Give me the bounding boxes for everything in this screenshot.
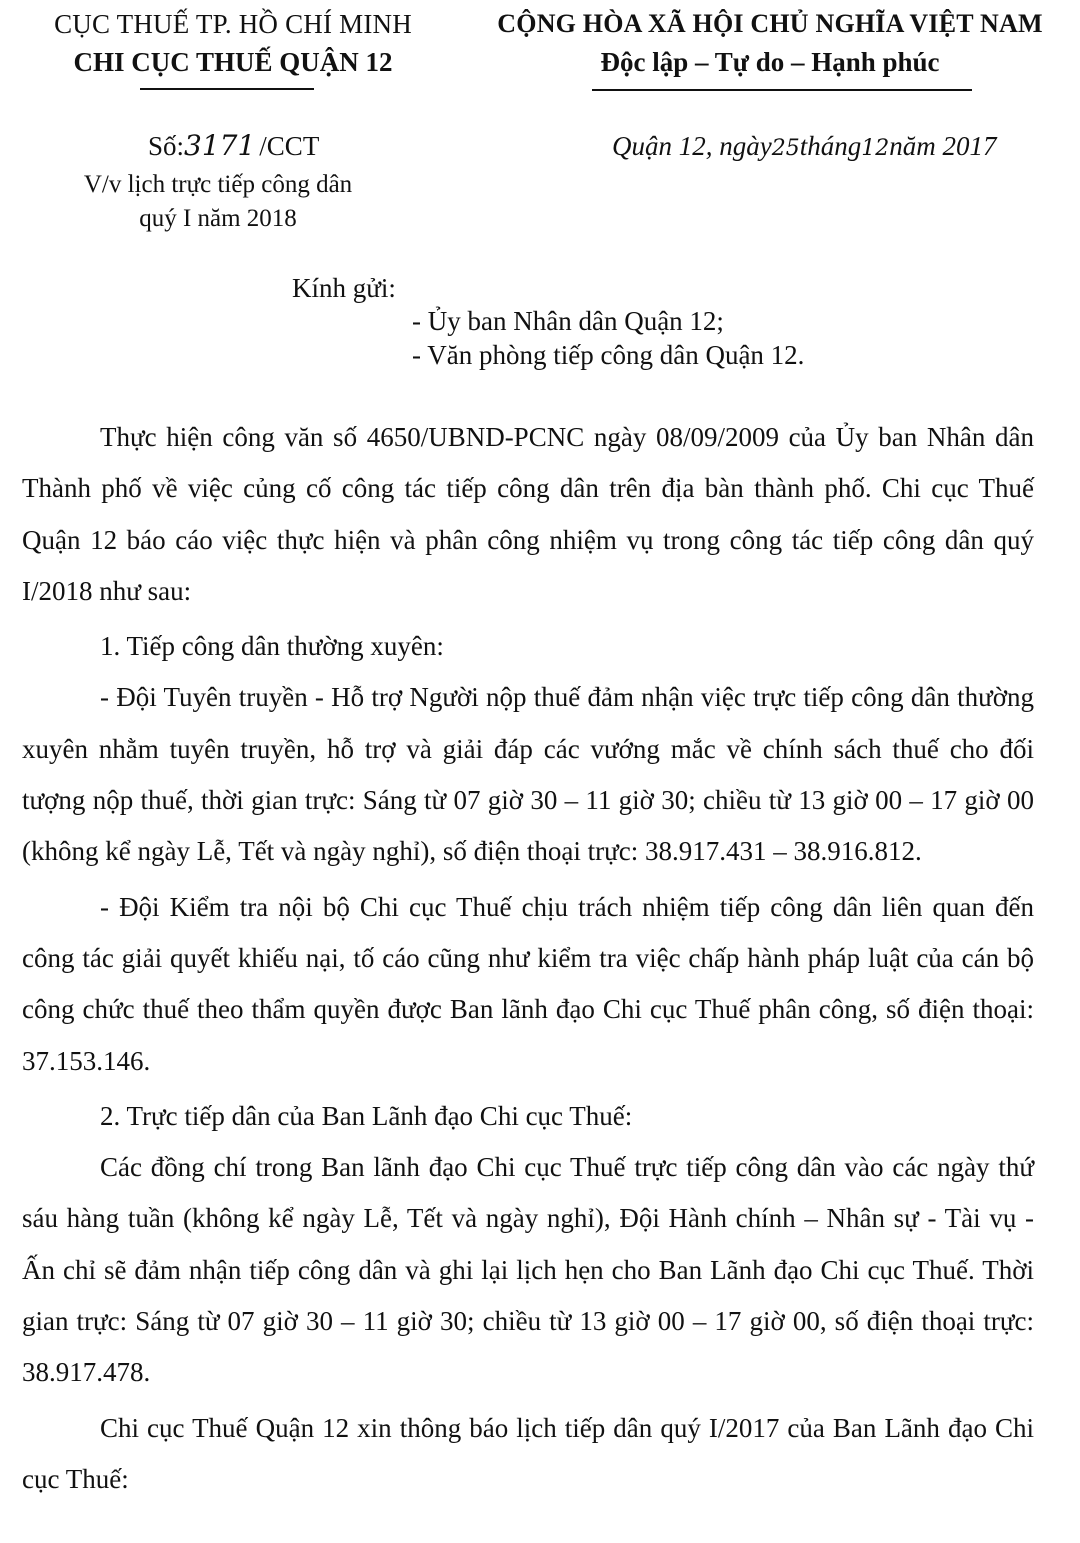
agency-header: [18, 6, 448, 82]
national-title: CỘNG HÒA XÃ HỘI CHỦ NGHĨA VIỆT NAM: [497, 9, 1043, 38]
body-paragraph-5: Chi cục Thuế Quận 12 xin thông báo lịch tiếp dân quý I/2017 của Ban Lãnh đạo Chi cục Thuế:: [22, 1412, 1034, 1494]
date-part-1: Quận 12, ngày: [612, 131, 772, 161]
greeting: Kính gửi:: [292, 273, 396, 303]
number-prefix: Số:: [148, 131, 185, 161]
body-paragraph-3: - Đội Kiểm tra nội bộ Chi cục Thuế chịu trách nhiệm tiếp công dân liên quan đến công tác giải quyết khiếu nại, tố cáo cũng như kiểm tra việc chấp hành pháp luật của cán bộ công chức thuế theo thẩm quyền được Ban lãnh đạo Chi cục Thuế phân công, số điện thoại: 37.153.146.: [22, 891, 1034, 1076]
handwritten-number: 3171: [184, 129, 256, 162]
body-paragraph-4: Các đồng chí trong Ban lãnh đạo Chi cục Thuế trực tiếp công dân vào các ngày thứ sáu hàng tuần (không kể ngày Lễ, Tết và ngày nghỉ), Đội Hành chính – Nhân sự - Tài vụ - Ấn chỉ sẽ đảm nhận tiếp công dân và ghi lại lịch hẹn cho Ban Lãnh đạo Chi cục Thuế. Thời gian trực: Sáng từ 07 giờ 30 – 11 giờ 30; chiều từ 13 giờ 00 – 17 giờ 00, số điện thoại trực: 38.917.478.: [22, 1152, 1034, 1388]
recipient-item: - Văn phòng tiếp công dân Quận 12.: [412, 340, 805, 370]
parent-agency: CỤC THUẾ TP. HỒ CHÍ MINH: [54, 9, 412, 39]
subject-line-2: quý I năm 2018: [139, 205, 297, 232]
date-day: 25: [771, 136, 800, 161]
agency-underline: [140, 88, 314, 90]
section-heading-2: 2. Trực tiếp dân của Ban Lãnh đạo Chi cục Thuế:: [100, 1100, 633, 1131]
body-paragraph-2: - Đội Tuyên truyền - Hỗ trợ Người nộp thuế đảm nhận việc trực tiếp công dân thường xuyên nhằm tuyên truyền, hỗ trợ và giải đáp các vướng mắc về chính sách thuế cho đối tượng nộp thuế, thời gian trực: Sáng từ 07 giờ 30 – 11 giờ 30; chiều từ 13 giờ 00 – 17 giờ 00 (không kể ngày Lễ, Tết và ngày nghỉ), số điện thoại trực: 38.917.431 – 38.916.812.: [22, 682, 1034, 867]
subject-line-1: V/v lịch trực tiếp công dân: [83, 171, 353, 198]
recipient-item: - Ủy ban Nhân dân Quận 12;: [412, 306, 724, 336]
document-subject: [58, 168, 378, 236]
date-part-2: tháng: [799, 131, 862, 161]
date-month: 12: [861, 136, 890, 161]
national-header: [470, 6, 1070, 82]
date-part-3: năm 2017: [889, 131, 997, 161]
number-suffix: /CCT: [259, 131, 320, 161]
place-and-date: [612, 128, 997, 167]
issuing-agency: CHI CỤC THUẾ QUẬN 12: [73, 47, 393, 77]
recipient-list: [412, 304, 804, 372]
document-number: [148, 128, 319, 164]
motto-underline: [592, 89, 972, 91]
document-body: [22, 412, 1034, 1505]
section-heading-1: 1. Tiếp công dân thường xuyên:: [100, 631, 444, 662]
body-paragraph-1: Thực hiện công văn số 4650/UBND-PCNC ngày 08/09/2009 của Ủy ban Nhân dân Thành phố về việc củng cố công tác tiếp công dân trên địa bàn thành phố. Chi cục Thuế Quận 12 báo cáo việc thực hiện và phân công nhiệm vụ trong công tác tiếp công dân quý I/2018 như sau:: [22, 422, 1034, 606]
national-motto: Độc lập – Tự do – Hạnh phúc: [600, 47, 940, 77]
